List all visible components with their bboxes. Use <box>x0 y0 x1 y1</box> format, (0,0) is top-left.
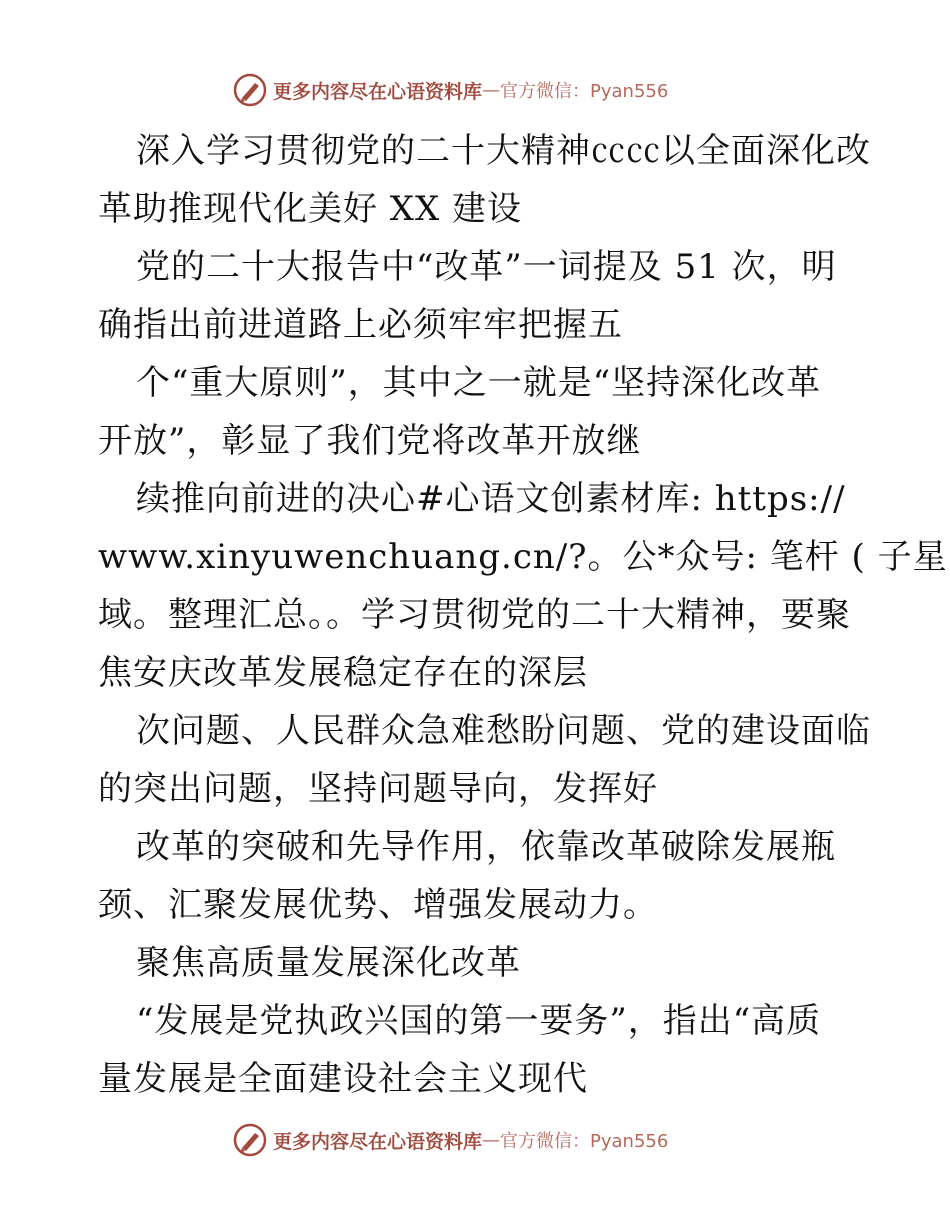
watermark-dash: — <box>482 79 501 101</box>
watermark-contact-text: 官方微信：Pyan556 <box>500 1131 669 1152</box>
body-line: www.xinyuwenchuang.cn/?。公*众号: 笔杆 ( 子星 <box>98 537 948 577</box>
pen-logo-icon <box>233 73 267 107</box>
body-line: 焦安庆改革发展稳定存在的深层 <box>98 653 588 693</box>
watermark-contact-text: 官方微信：Pyan556 <box>500 81 669 102</box>
body-line: 开放”，彰显了我们党将改革开放继 <box>98 421 642 461</box>
body-line: 续推向前进的决心#心语文创素材库: https:// <box>136 479 846 519</box>
body-line: 次问题、人民群众急难愁盼问题、党的建设面临 <box>136 711 871 751</box>
body-line: 颈、汇聚发展优势、增强发展动力。 <box>98 885 658 925</box>
section-heading: 聚焦高质量发展深化改革 <box>136 943 521 983</box>
body-text <box>98 122 948 1108</box>
watermark-main-text: 更多内容尽在心语资料库 <box>273 1130 483 1153</box>
watermark-main-text: 更多内容尽在心语资料库 <box>273 80 483 103</box>
pen-logo-icon <box>233 1123 267 1157</box>
body-line: 党的二十大报告中“改革”一词提及 51 次，明 <box>136 247 837 287</box>
watermark-footer <box>233 1122 713 1158</box>
watermark-dash: — <box>482 1129 501 1151</box>
body-line: 的突出问题，坚持问题导向，发挥好 <box>98 769 658 809</box>
body-line: 革助推现代化美好 XX 建设 <box>98 189 523 229</box>
body-line: 量发展是全面建设社会主义现代 <box>98 1059 588 1099</box>
body-line: 域。整理汇总。。学习贯彻党的二十大精神，要聚 <box>98 595 851 635</box>
watermark-header <box>233 72 713 108</box>
body-line: “发展是党执政兴国的第一要务”，指出“高质 <box>136 1001 822 1041</box>
body-line: 深入学习贯彻党的二十大精神㏄㏄以全面深化改 <box>136 131 871 171</box>
body-line: 个“重大原则”，其中之一就是“坚持深化改革 <box>136 363 822 403</box>
body-line: 确指出前进道路上必须牢牢把握五 <box>98 305 623 345</box>
body-line: 改革的突破和先导作用，依靠改革破除发展瓶 <box>136 827 836 867</box>
